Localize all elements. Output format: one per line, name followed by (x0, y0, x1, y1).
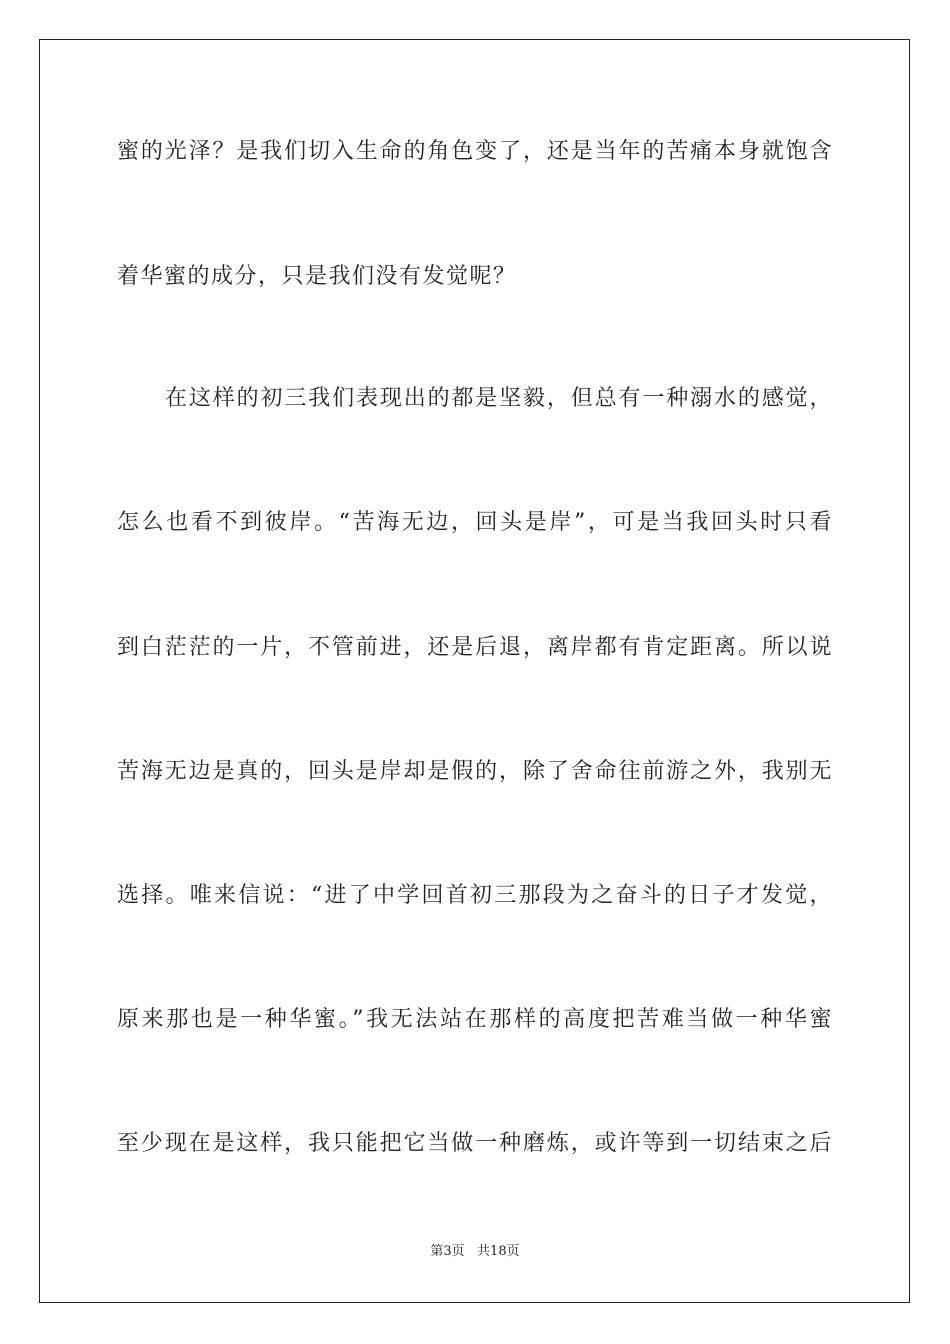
text-line-7: 选择。唯来信说：“进了中学回首初三那段为之奋斗的日子才发觉， (117, 883, 833, 908)
page-number-footer: 第3页 共18页 (430, 1244, 520, 1259)
text-line-9: 至少现在是这样，我只能把它当做一种磨炼，或许等到一切结束之后 (117, 1131, 833, 1156)
text-line-3: 在这样的初三我们表现出的都是坚毅，但总有一种溺水的感觉， (165, 386, 833, 411)
page-frame (39, 39, 910, 1303)
text-line-1: 蜜的光泽？是我们切入生命的角色变了，还是当年的苦痛本身就饱含 (117, 139, 833, 164)
text-line-8: 原来那也是一种华蜜。”我无法站在那样的高度把苦难当做一种华蜜 (117, 1007, 833, 1032)
text-line-2: 着华蜜的成分，只是我们没有发觉呢？ (117, 264, 517, 289)
text-line-4: 怎么也看不到彼岸。“苦海无边，回头是岸”，可是当我回头时只看 (117, 510, 833, 535)
text-line-6: 苦海无边是真的，回头是岸却是假的，除了舍命往前游之外，我别无 (117, 759, 833, 784)
text-line-5: 到白茫茫的一片，不管前进，还是后退，离岸都有肯定距离。所以说 (117, 635, 833, 660)
